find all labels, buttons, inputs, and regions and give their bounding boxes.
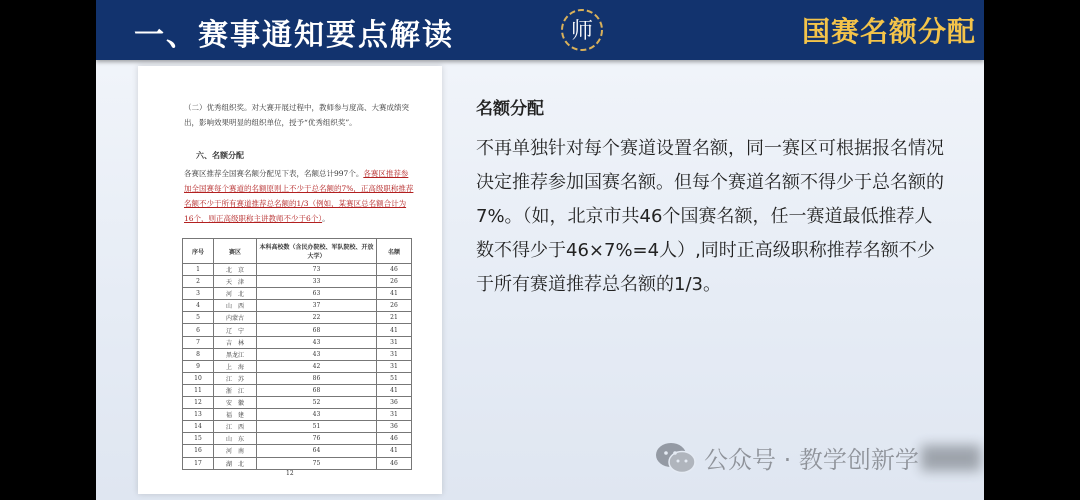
cell-universities: 22 <box>257 312 377 324</box>
watermark-text: 公众号 · 教学创新学 <box>704 446 919 474</box>
col-header-index: 序号 <box>183 239 214 264</box>
cell-quota: 41 <box>377 445 412 457</box>
content-title: 名额分配 <box>476 99 544 119</box>
cell-universities: 73 <box>257 264 377 276</box>
table-row <box>183 300 412 312</box>
cell-universities: 37 <box>257 300 377 312</box>
table-row <box>183 433 412 445</box>
cell-quota: 31 <box>377 336 412 348</box>
logo-icon <box>558 6 606 54</box>
table-row <box>183 336 412 348</box>
cell-index: 8 <box>183 348 214 360</box>
cell-index: 15 <box>183 433 214 445</box>
table-row <box>183 372 412 384</box>
cell-quota: 26 <box>377 276 412 288</box>
cell-quota: 36 <box>377 421 412 433</box>
cell-universities: 51 <box>257 421 377 433</box>
logo-char: 师 <box>570 19 594 44</box>
table-row <box>183 397 412 409</box>
cell-index: 13 <box>183 409 214 421</box>
page-number: 12 <box>286 470 294 477</box>
cell-region: 安 徽 <box>214 397 257 409</box>
cell-region: 天 津 <box>214 276 257 288</box>
cell-index: 14 <box>183 421 214 433</box>
quota-table <box>182 238 412 470</box>
watermark <box>654 440 981 475</box>
table-row <box>183 445 412 457</box>
header-title: 一、赛事通知要点解读 <box>134 18 454 53</box>
cell-region: 江 西 <box>214 421 257 433</box>
table-row <box>183 312 412 324</box>
cell-region: 辽 宁 <box>214 324 257 336</box>
cell-index: 12 <box>183 397 214 409</box>
cell-universities: 52 <box>257 397 377 409</box>
col-header-region: 赛区 <box>214 239 257 264</box>
table-row <box>183 409 412 421</box>
cell-quota: 46 <box>377 457 412 469</box>
doc-paragraph: （二）优秀组织奖。对大赛开展过程中，教师参与度高、大赛成绩突出，影响效果明显的组织单位，授予“优秀组织奖”。 <box>184 103 409 127</box>
slide <box>96 0 984 500</box>
cell-universities: 68 <box>257 324 377 336</box>
table-row <box>183 324 412 336</box>
cell-quota: 41 <box>377 288 412 300</box>
cell-quota: 31 <box>377 348 412 360</box>
doc-body <box>184 166 414 226</box>
table-row <box>183 264 412 276</box>
cell-index: 1 <box>183 264 214 276</box>
col-header-universities: 本科高校数（含民办院校、军队院校、开放大学） <box>257 239 377 264</box>
header-badge: 国赛名额分配 <box>801 15 976 48</box>
document-image <box>138 66 442 494</box>
cell-universities: 42 <box>257 360 377 372</box>
cell-index: 11 <box>183 384 214 396</box>
table-row <box>183 276 412 288</box>
cell-quota: 51 <box>377 372 412 384</box>
table-row <box>183 457 412 469</box>
cell-universities: 43 <box>257 336 377 348</box>
wechat-icon <box>654 441 698 475</box>
header-bar <box>96 0 984 60</box>
cell-universities: 43 <box>257 348 377 360</box>
cell-region: 河 北 <box>214 288 257 300</box>
cell-region: 江 苏 <box>214 372 257 384</box>
cell-quota: 36 <box>377 397 412 409</box>
col-header-quota: 名额 <box>377 239 412 264</box>
cell-universities: 68 <box>257 384 377 396</box>
cell-quota: 46 <box>377 433 412 445</box>
cell-region: 北 京 <box>214 264 257 276</box>
doc-body-end: 。 <box>322 214 330 223</box>
table-row <box>183 360 412 372</box>
doc-body-plain: 各赛区推荐全国赛名额分配见下表，名额总计997个。 <box>184 169 364 178</box>
cell-index: 6 <box>183 324 214 336</box>
cell-region: 福 建 <box>214 409 257 421</box>
doc-heading: 六、名额分配 <box>196 150 244 160</box>
doc-body-red: 各赛区推荐参加全国赛每个赛道的名额原则上不少于总名额的7%，正高级职称推荐名额不少于所有赛道推荐总名额的1/3（例如，某赛区总名额合计为16个，则正高级职称主讲教师不少于6个） <box>184 169 414 223</box>
cell-index: 16 <box>183 445 214 457</box>
cell-quota: 31 <box>377 409 412 421</box>
cell-universities: 64 <box>257 445 377 457</box>
cell-quota: 31 <box>377 360 412 372</box>
watermark-blur <box>921 445 981 471</box>
cell-index: 10 <box>183 372 214 384</box>
cell-region: 吉 林 <box>214 336 257 348</box>
cell-quota: 41 <box>377 384 412 396</box>
cell-universities: 43 <box>257 409 377 421</box>
cell-index: 4 <box>183 300 214 312</box>
cell-region: 上 海 <box>214 360 257 372</box>
table-row <box>183 348 412 360</box>
cell-index: 2 <box>183 276 214 288</box>
cell-universities: 75 <box>257 457 377 469</box>
cell-quota: 46 <box>377 264 412 276</box>
cell-quota: 41 <box>377 324 412 336</box>
cell-region: 内蒙古 <box>214 312 257 324</box>
content-body: 不再单独针对每个赛道设置名额，同一赛区可根据报名情况决定推荐参加国赛名额。但每个赛道名额不得少于总名额的7%。（如，北京市共46个国赛名额，任一赛道最低推荐人数不得少于46×7%=4人）,同时正高级职称推荐名额不少于所有赛道推荐总名额的1/3。 <box>476 138 944 295</box>
cell-index: 9 <box>183 360 214 372</box>
table-body <box>183 264 412 470</box>
cell-index: 3 <box>183 288 214 300</box>
cell-region: 黑龙江 <box>214 348 257 360</box>
cell-region: 山 东 <box>214 433 257 445</box>
cell-quota: 26 <box>377 300 412 312</box>
table-header-row <box>183 239 412 264</box>
cell-region: 河 南 <box>214 445 257 457</box>
cell-region: 浙 江 <box>214 384 257 396</box>
cell-region: 湖 北 <box>214 457 257 469</box>
cell-quota: 21 <box>377 312 412 324</box>
table-row <box>183 288 412 300</box>
cell-universities: 86 <box>257 372 377 384</box>
cell-index: 17 <box>183 457 214 469</box>
table-row <box>183 421 412 433</box>
cell-region: 山 西 <box>214 300 257 312</box>
cell-index: 7 <box>183 336 214 348</box>
cell-universities: 76 <box>257 433 377 445</box>
cell-universities: 63 <box>257 288 377 300</box>
table-row <box>183 384 412 396</box>
cell-universities: 33 <box>257 276 377 288</box>
cell-index: 5 <box>183 312 214 324</box>
